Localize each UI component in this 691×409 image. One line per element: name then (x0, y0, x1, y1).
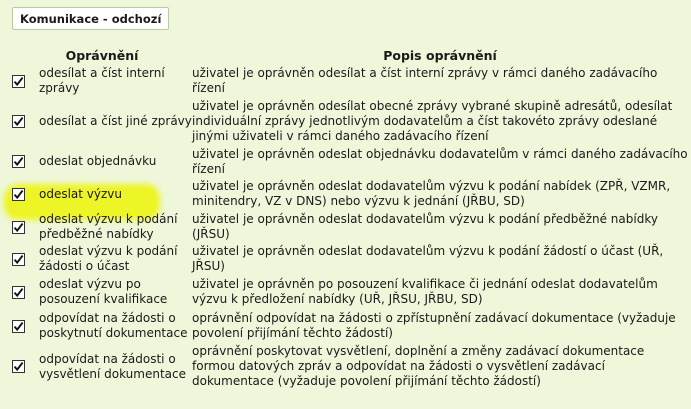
permission-checkbox[interactable] (12, 320, 25, 333)
permission-description: uživatel je oprávněn odesílat a číst interní zprávy v rámci daného zadávacího řízení (192, 66, 658, 95)
permission-name: odeslat výzvu (39, 186, 123, 201)
permission-name: odeslat objednávku (39, 154, 157, 168)
permission-checkbox[interactable] (12, 286, 25, 299)
permission-name: odeslat výzvu po posouzení kvalifikace (39, 277, 168, 306)
table-row (12, 243, 688, 275)
permission-checkbox[interactable] (12, 115, 25, 128)
table-row (12, 211, 688, 243)
table-row (12, 275, 688, 309)
checkmark-icon (13, 287, 24, 298)
permission-name: odesílat a číst jiné zprávy (39, 113, 192, 128)
checkbox-cell (12, 211, 39, 243)
permission-description: oprávnění odpovídat na žádosti o zpřístupnění zadávací dokumentace (vyžaduje povolení přijímání těchto žádostí) (192, 311, 676, 340)
permission-name: odpovídat na žádosti o poskytnutí dokumentace (39, 311, 188, 340)
table-header-row (12, 44, 688, 66)
checkbox-cell (12, 243, 39, 275)
table-row (12, 177, 688, 211)
table-row (12, 309, 688, 343)
permission-checkbox[interactable] (12, 188, 25, 201)
permission-checkbox[interactable] (12, 221, 25, 234)
checkbox-cell (12, 96, 39, 146)
permission-checkbox[interactable] (12, 360, 25, 373)
permission-name: odesílat a číst interní zprávy (39, 66, 165, 95)
checkbox-cell (12, 275, 39, 309)
permission-description: uživatel je oprávněn odeslat dodavatelům výzvu k podání předběžné nabídky (JŘSU) (192, 212, 658, 241)
checkmark-icon (13, 156, 24, 167)
checkmark-icon (13, 361, 24, 372)
checkbox-cell (12, 66, 39, 96)
permission-name: odeslat výzvu k podání žádosti o účast (39, 244, 178, 273)
header-permission: Oprávnění (65, 47, 139, 63)
checkbox-cell (12, 146, 39, 177)
permission-description: oprávnění poskytovat vysvětlení, doplnění a změny zadávací dokumentace formou datových zpráv a odpovídat na žádosti o vysvětlení zadávací dokumentace (vyžaduje povolení přijímání těchto žádostí) (192, 344, 645, 388)
table-row (12, 66, 688, 96)
permission-description: uživatel je oprávněn po posouzení kvalifikace či jednání odeslat dodavatelům výzvu k předložení nabídky (UŘ, JŘSU, JŘBU, SD) (192, 277, 658, 306)
permission-checkbox[interactable] (12, 75, 25, 88)
checkbox-cell (12, 343, 39, 390)
checkmark-icon (13, 76, 24, 87)
permission-description: uživatel je oprávněn odeslat dodavatelům výzvu k podání nabídek (ZPŘ, VZMR, minitendry, VZ v DNS) nebo výzvu k jednání (JŘBU, SD) (192, 179, 671, 208)
permission-description: uživatel je oprávněn odesílat obecné zprávy vybrané skupině adresátů, odesílat individuální zprávy jednotlivým dodavatelům a číst takovéto zprávy odeslané jinými uživateli v rámci daného zadávacího řízení (192, 98, 673, 143)
permission-checkbox[interactable] (12, 253, 25, 266)
table-row (12, 146, 688, 177)
permissions-table (12, 44, 688, 390)
permission-description: uživatel je oprávněn odeslat dodavatelům výzvu k podání žádostí o účast (UŘ, JŘSU) (192, 244, 664, 273)
header-description: Popis oprávnění (383, 47, 497, 63)
checkmark-icon (13, 254, 24, 265)
table-row (12, 343, 688, 390)
permission-description: uživatel je oprávněn odeslat objednávku dodavatelům v rámci daného zadávacího řízení (192, 146, 688, 176)
checkbox-cell (12, 309, 39, 343)
checkmark-icon (13, 222, 24, 233)
permission-checkbox[interactable] (12, 155, 25, 168)
permission-name: odeslat výzvu k podání předběžné nabídky (39, 212, 178, 241)
checkmark-icon (13, 116, 24, 127)
checkmark-icon (13, 321, 24, 332)
permission-name: odpovídat na žádosti o vysvětlení dokumentace (39, 351, 186, 381)
checkbox-cell (12, 177, 39, 211)
section-tab[interactable]: Komunikace - odchozí (12, 7, 169, 30)
checkmark-icon (13, 189, 24, 200)
table-row (12, 96, 688, 146)
